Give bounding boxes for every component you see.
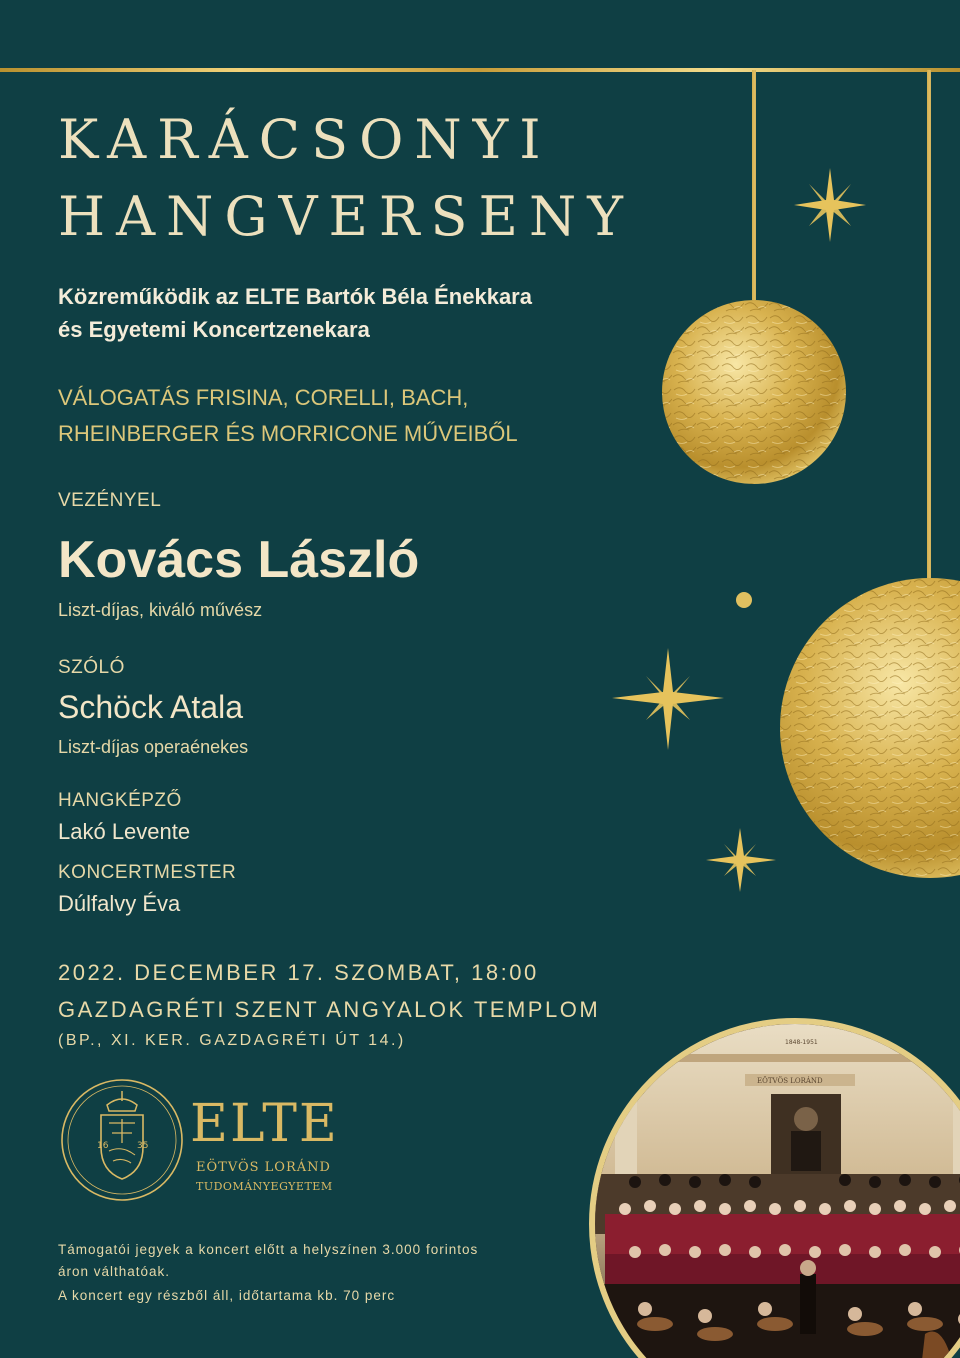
ticket-note-line-1: Támogatói jegyek a koncert előtt a helyszínen 3.000 forintos <box>58 1242 479 1257</box>
logo-year-right: 35 <box>137 1141 149 1151</box>
logo-year-left: 16 <box>97 1141 109 1151</box>
performers-line-1: Közreműködik az ELTE Bartók Béla Énekkara <box>58 284 532 309</box>
soloist-label: SZÓLÓ <box>58 657 125 678</box>
vocal-coach-name: Lakó Levente <box>58 819 191 844</box>
photo-banner: EÖTVÖS LORÁND <box>757 1077 823 1085</box>
elte-crest-logo <box>57 1075 187 1205</box>
event-venue: GAZDAGRÉTI SZENT ANGYALOK TEMPLOM <box>58 997 601 1022</box>
ornament-ball-1 <box>662 300 846 484</box>
conductor-title: Liszt-díjas, kiváló művész <box>58 600 263 620</box>
ticket-note-line-2: áron válthatóak. <box>58 1264 171 1279</box>
elte-subtitle-1: EÖTVÖS LORÁND <box>196 1160 331 1175</box>
program-line-1: VÁLOGATÁS FRISINA, CORELLI, BACH, <box>58 385 469 410</box>
title-line-1: KARÁCSONYI <box>58 108 552 171</box>
performers-line-2: és Egyetemi Koncertzenekara <box>58 317 370 342</box>
program-line-2: RHEINBERGER ÉS MORRICONE MŰVEIBŐL <box>58 421 518 446</box>
conductor-label: VEZÉNYEL <box>58 490 162 511</box>
soloist-name: Schöck Atala <box>58 689 243 725</box>
title-line-2: HANGVERSENY <box>58 185 634 248</box>
photo-year-inscription: 1848-1951 <box>785 1039 818 1046</box>
concertmaster-label: KONCERTMESTER <box>58 862 237 883</box>
vocal-coach-label: HANGKÉPZŐ <box>58 790 182 811</box>
event-address: (BP., XI. KER. GAZDAGRÉTI ÚT 14.) <box>58 1032 406 1049</box>
conductor-name: Kovács László <box>58 531 420 589</box>
soloist-title: Liszt-díjas operaénekes <box>58 737 249 757</box>
star-icon <box>706 828 776 892</box>
ornament-ball-2 <box>780 578 960 878</box>
event-datetime: 2022. DECEMBER 17. SZOMBAT, 18:00 <box>58 960 539 985</box>
star-icon <box>612 648 724 750</box>
small-gold-dot <box>736 592 752 608</box>
star-icon <box>794 168 866 242</box>
duration-note: A koncert egy részből áll, időtartama kb. 70 perc <box>58 1288 396 1303</box>
elte-wordmark: ELTE <box>190 1094 339 1154</box>
elte-subtitle-2: TUDOMÁNYEGYETEM <box>196 1180 333 1193</box>
concertmaster-name: Dúlfalvy Éva <box>58 891 181 916</box>
